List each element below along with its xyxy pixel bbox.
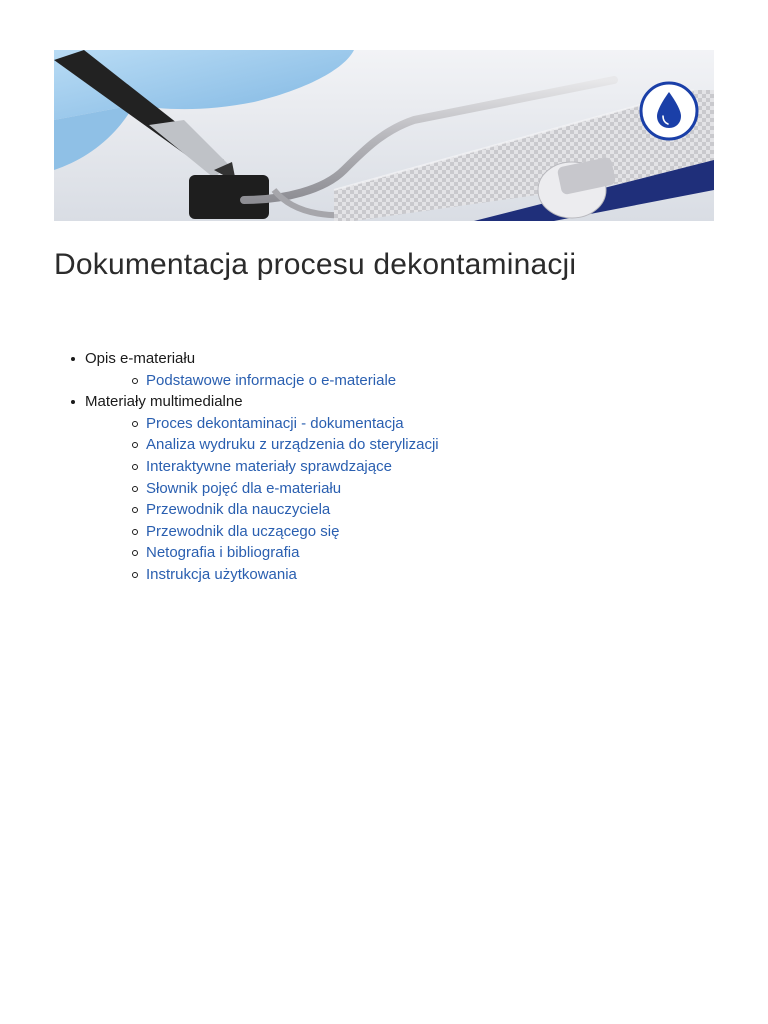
- toc-link-glossary[interactable]: Słownik pojęć dla e-materiału: [146, 479, 342, 497]
- toc-section: [54, 391, 714, 585]
- toc-link-printout-analysis[interactable]: Analiza wydruku z urządzenia do sterylizacji: [146, 436, 439, 454]
- toc-section: [54, 348, 714, 391]
- toc-item: [85, 456, 714, 478]
- toc-link-teacher-guide[interactable]: Przewodnik dla nauczyciela: [146, 501, 331, 519]
- toc-section-list: [54, 348, 714, 586]
- toc-item-list: [85, 370, 714, 392]
- toc-item: [85, 413, 714, 435]
- toc-item: [85, 564, 714, 586]
- toc-link-interactive-materials[interactable]: Interaktywne materiały sprawdzające: [146, 457, 392, 475]
- page-title: Dokumentacja procesu dekontaminacji: [54, 248, 577, 281]
- toc-link-process[interactable]: Proces dekontaminacji - dokumentacja: [146, 414, 404, 432]
- toc-item: [85, 434, 714, 456]
- toc-link-basic-info[interactable]: Podstawowe informacje o e-materiale: [146, 371, 397, 389]
- toc-link-learner-guide[interactable]: Przewodnik dla uczącego się: [146, 522, 340, 540]
- table-of-contents: [54, 348, 714, 586]
- toc-link-bibliography[interactable]: Netografia i bibliografia: [146, 544, 300, 562]
- toc-item: [85, 521, 714, 543]
- toc-section-label: Opis e-materiału: [85, 350, 196, 367]
- toc-item-list: [85, 413, 714, 586]
- toc-item: [85, 478, 714, 500]
- toc-item: [85, 542, 714, 564]
- toc-link-instructions[interactable]: Instrukcja użytkowania: [146, 565, 297, 583]
- toc-item: [85, 499, 714, 521]
- header-banner-image: [54, 50, 714, 221]
- water-drop-icon: [641, 83, 697, 139]
- toc-item: [85, 370, 714, 392]
- banner-illustration: [54, 50, 714, 221]
- toc-section-label: Materiały multimedialne: [85, 393, 243, 411]
